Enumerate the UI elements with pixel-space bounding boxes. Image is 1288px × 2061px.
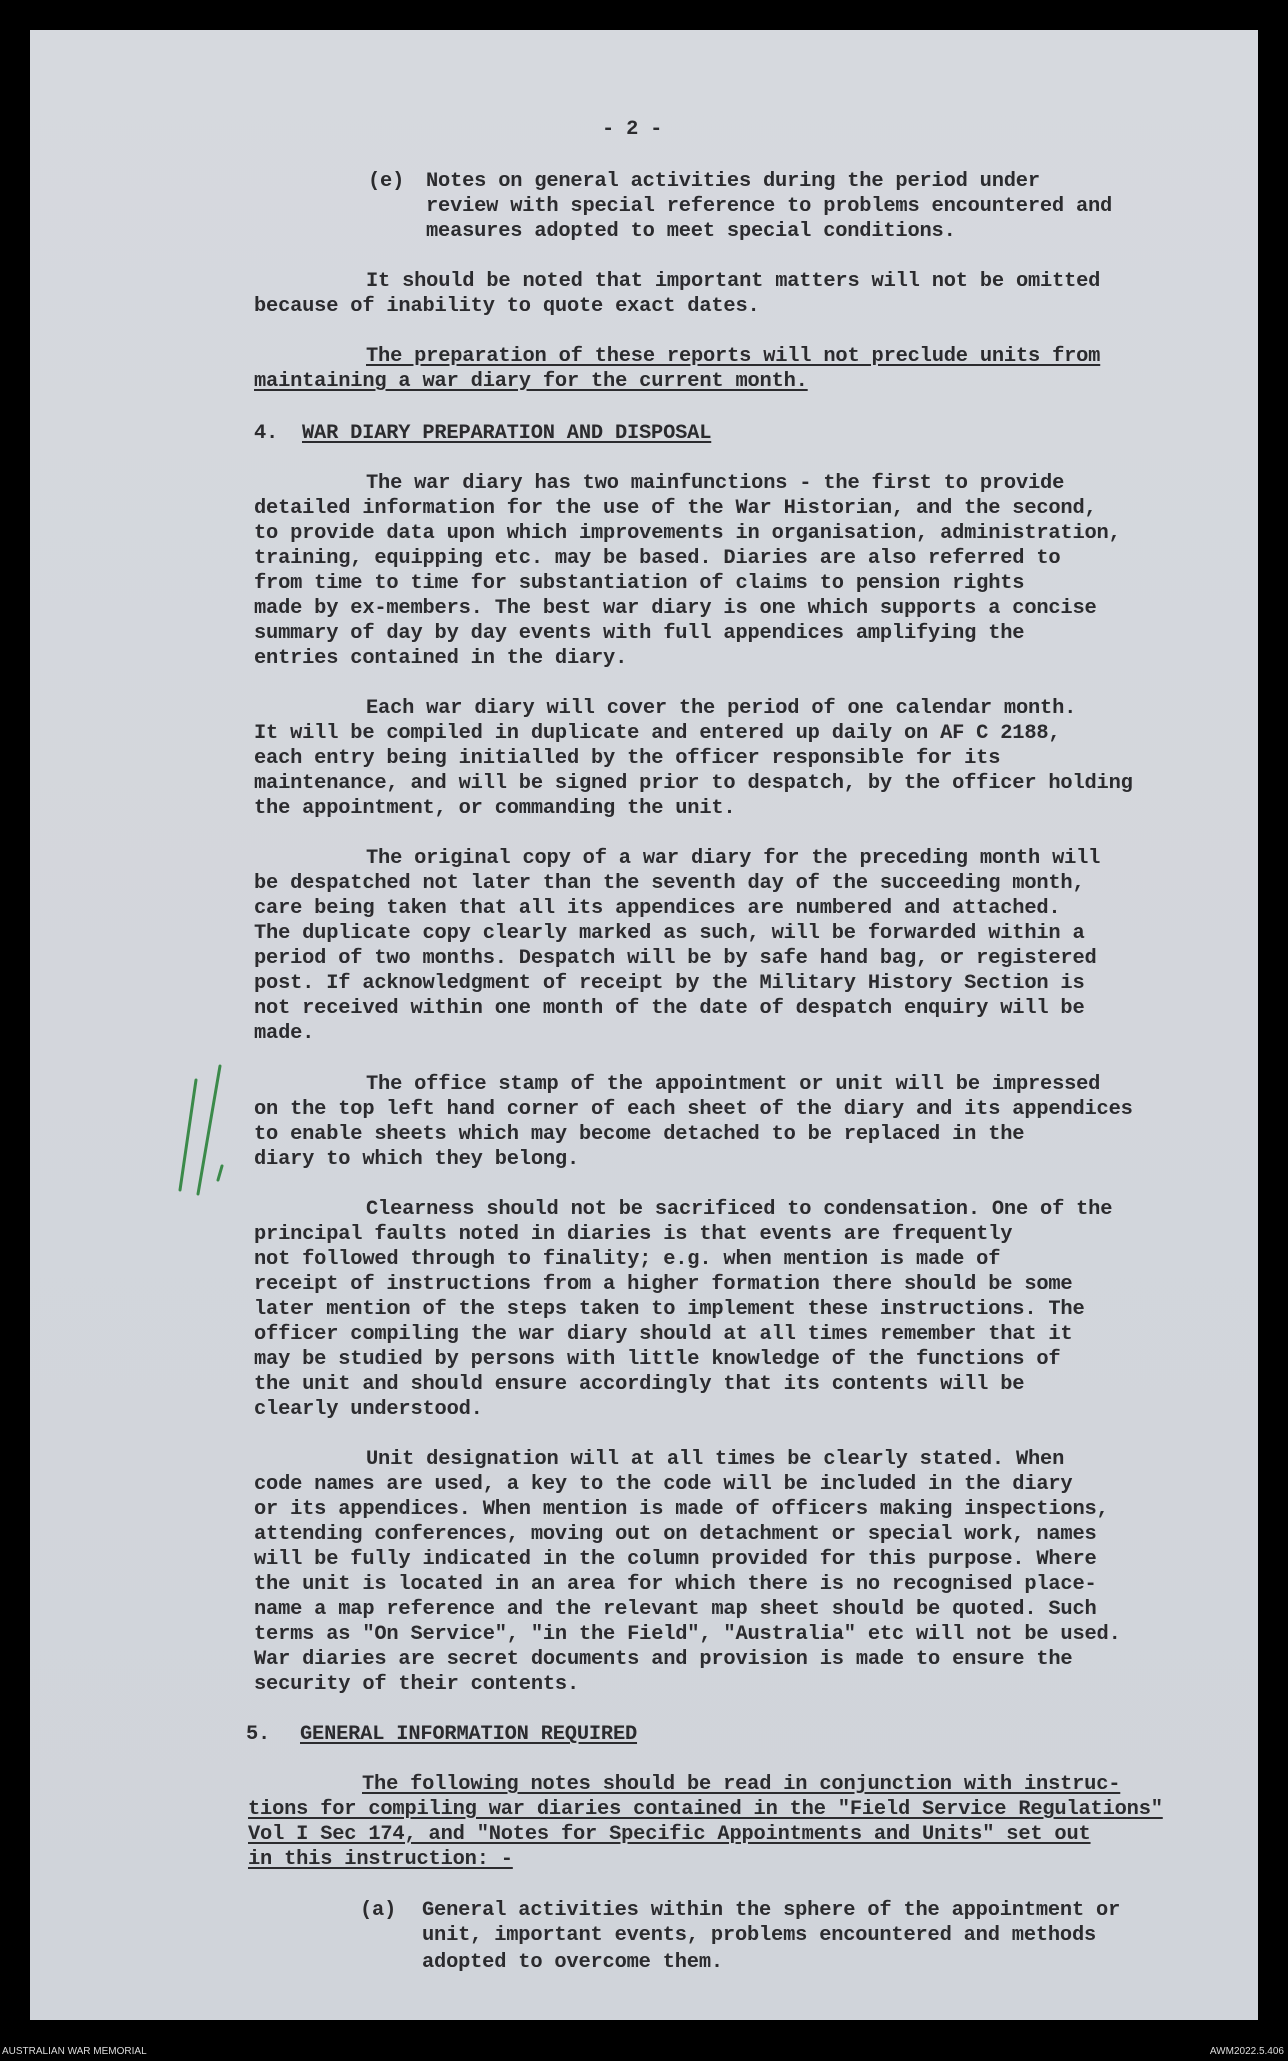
item-a-label: (a) — [360, 1899, 397, 1922]
handwritten-check-mark — [168, 1060, 238, 1200]
page-number: - 2 - — [602, 118, 663, 141]
document-page: - 2 - (e) Notes on general activities during the period under review with special reference to problems encountered and measures adopted to meet special conditions. It should be noted that important matters will not be omitted because of inability to quote exact dates. The preparation of these reports will not preclude units from maintaining a war diary for the current month. 4. WAR DIARY PREPARATION AND DISPOSAL The war diary has two mainfunctions - the first to provide detailed information for the use of the War Historian, and the second, to provide data upon which improvements in organisation, administration, training, equipping etc. may be based. Diaries are also referred to from time to time for substantiation of claims to pension rights made by ex-members. The best war diary is one which supports a concise summary of day by day events with full appendices amplifying the entries contained in the diary. Each war diary will cover the period of one calendar month. It will be compiled in duplicate and entered up daily on AF C 2188, each entry being initialled by the officer responsible for its maintenance, and will be signed prior to despatch, by the officer holding the appointment, or commanding the unit. The original copy of a war diary for the preceding month will be despatched not later than the seventh day of the succeeding month, care being taken that all its appendices are numbered and attached. The duplicate copy clearly marked as such, will be forwarded within a period of two months. Despatch will be by safe hand bag, or registered post. If acknowledgment of receipt by the Military History Section is not received within one month of the date of despatch enquiry will be made. The office stamp of the appointment or unit will be impressed on the top left hand corner of each sheet of the diary and its appendices to enable sheets which may become detached to be replaced in the diary to which they belong. Clearness should not be sacrificed to condensation. One of the principal faults noted in diaries is that events are frequently not followed through to finality; e.g. when mention is made of receipt of instructions from a higher formation there should be some later mention of the steps taken to implement these instructions. The officer compiling the war diary should at all times remember that it may be studied by persons with little knowledge of the functions of the unit and should ensure accordingly that its contents will be clearly understood. Unit designation will at all times be clearly stated. When code names are used, a key to the code will be included in the diary or its appendices. When mention is made of officers making inspections, attending conferences, moving out on detachment or special work, names will be fully indicated in the column provided for this purpose. Where the unit is located in an area for which there is no recognised place- name a map reference and the relevant map sheet should be quoted. Such terms as "On Service", "in the Field", "Australia" etc will not be used. War diaries are secret documents and provision is made to ensure the security of their contents. 5. GENERAL INFORMATION REQUIRED The following notes should be read in conjunction with instruc- tions for compiling war diaries contained in the "Field Service Regulations" Vol I Sec 174, and "Notes for Specific Appointments and Units" set out in this instruction: - (a) General activities within the sphere of the appointment or unit, important events, problems encountered and methods adopted to overcome them. — [30, 30, 1258, 2020]
footer-right: AWM2022.5.406 — [1209, 2046, 1284, 2057]
item-e-label: (e) — [368, 170, 405, 193]
footer-left: AUSTRALIAN WAR MEMORIAL — [2, 2046, 147, 2057]
